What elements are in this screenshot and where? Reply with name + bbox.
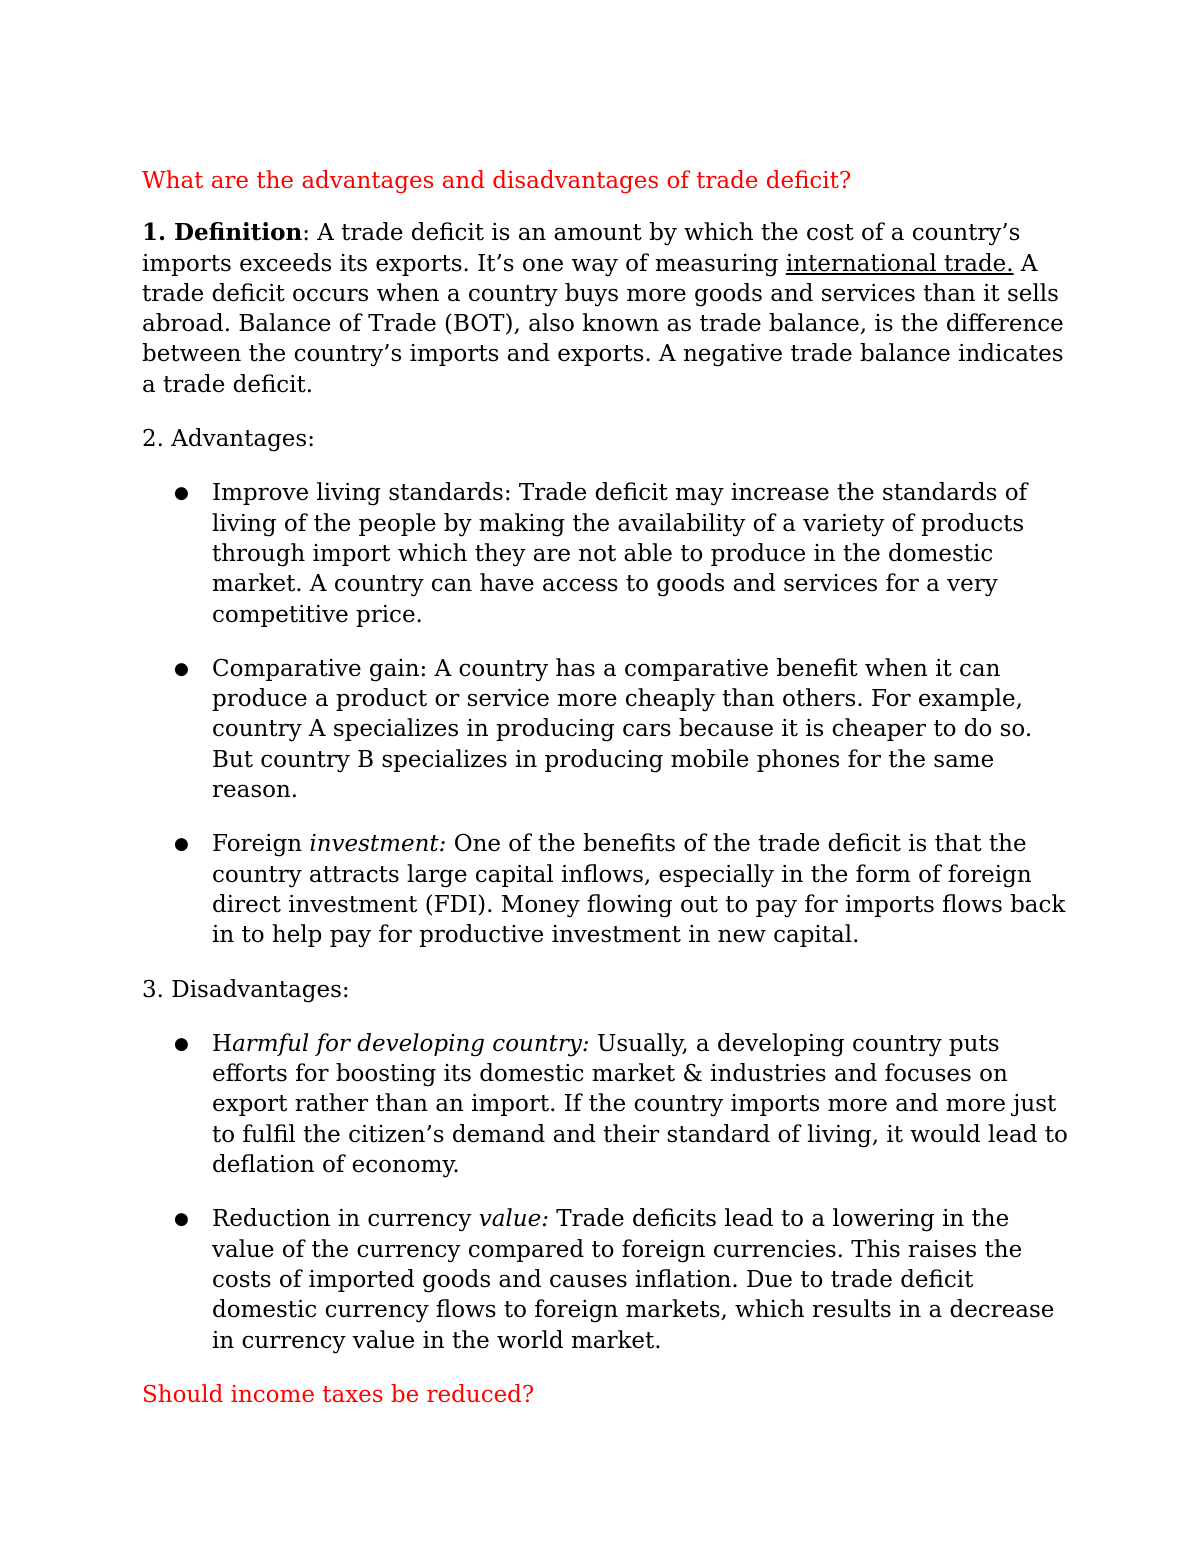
bullet-icon: ●: [174, 658, 189, 679]
definition-colon: :: [302, 220, 310, 247]
bullet-icon: ●: [174, 834, 189, 855]
list-item: [142, 654, 1072, 805]
advantages-list: [142, 478, 1072, 950]
item-lead: H: [212, 1030, 233, 1057]
bullet-icon: ●: [174, 1209, 189, 1230]
definition-text-start: A trade deficit is an amount by which the cost of a country’s imports exceeds its exports. It’s one way of measuring: [142, 220, 1021, 277]
item-lead: Comparative gain:: [212, 655, 428, 682]
bullet-icon: ●: [174, 483, 189, 504]
advantages-label: 2. Advantages:: [142, 426, 315, 453]
item-text: Usually, a developing country puts efforts for boosting its domestic market & industries and focuses on export rather than an import. If the country imports more and more just to fulfil the citizen’s demand and their standard of living, it would lead to deflation of economy.: [212, 1030, 1068, 1179]
list-item: [142, 1029, 1072, 1180]
item-text: One of the benefits of the trade deficit is that the country attracts large capital inflows, especially in the form of foreign direct investment (FDI). Money flowing out to pay for imports flows back in to help pay for productive investment in new capital.: [212, 831, 1066, 949]
item-lead: Foreign: [212, 831, 310, 858]
disadvantages-list: [142, 1029, 1072, 1356]
definition-label: 1. Definition: [142, 219, 303, 247]
item-text: Trade deficits lead to a lowering in the value of the currency compared to foreign currencies. This raises the costs of imported goods and causes inflation. Due to trade deficit domestic currency flows to foreign markets, which results in a decrease in currency value in the world market.: [212, 1206, 1055, 1354]
question-heading: What are the advantages and disadvantages of trade deficit?: [142, 168, 852, 194]
definition-text-end: A trade deficit occurs when a country buys more goods and services than it sells abroad. Balance of Trade (BOT), also known as trade balance, is the difference between the country’s imports and exports. A negative trade balance indicates a trade deficit.: [142, 250, 1064, 398]
item-lead: Reduction in currency: [212, 1206, 479, 1233]
disadvantages-label: 3. Disadvantages:: [142, 976, 350, 1003]
bullet-icon: ●: [174, 1033, 189, 1054]
item-lead-italic: investment:: [309, 831, 447, 858]
item-text: Trade deficit may increase the standards of living of the people by making the availability of a variety of products through import which they are not able to produce in the domestic market. A country can have access to goods and services for a very competitive price.: [212, 480, 1028, 628]
question-heading-2: Should income taxes be reduced?: [142, 1381, 535, 1408]
list-item: [142, 1204, 1072, 1355]
list-item: [142, 829, 1072, 950]
definition-paragraph: [142, 218, 1072, 400]
item-lead-italic: value:: [478, 1206, 549, 1233]
item-lead: Improve living standards:: [212, 480, 512, 507]
international-trade-link[interactable]: international trade.: [785, 250, 1014, 277]
list-item: [142, 478, 1072, 629]
item-lead-italic: armful for developing country:: [232, 1030, 590, 1057]
document-page: [142, 166, 1072, 1410]
item-text: A country has a comparative benefit when it can produce a product or service more cheaply than others. For example, country A specializes in producing cars because it is cheaper to do so. But country B specializes in producing mobile phones for the same reason.: [212, 655, 1033, 804]
